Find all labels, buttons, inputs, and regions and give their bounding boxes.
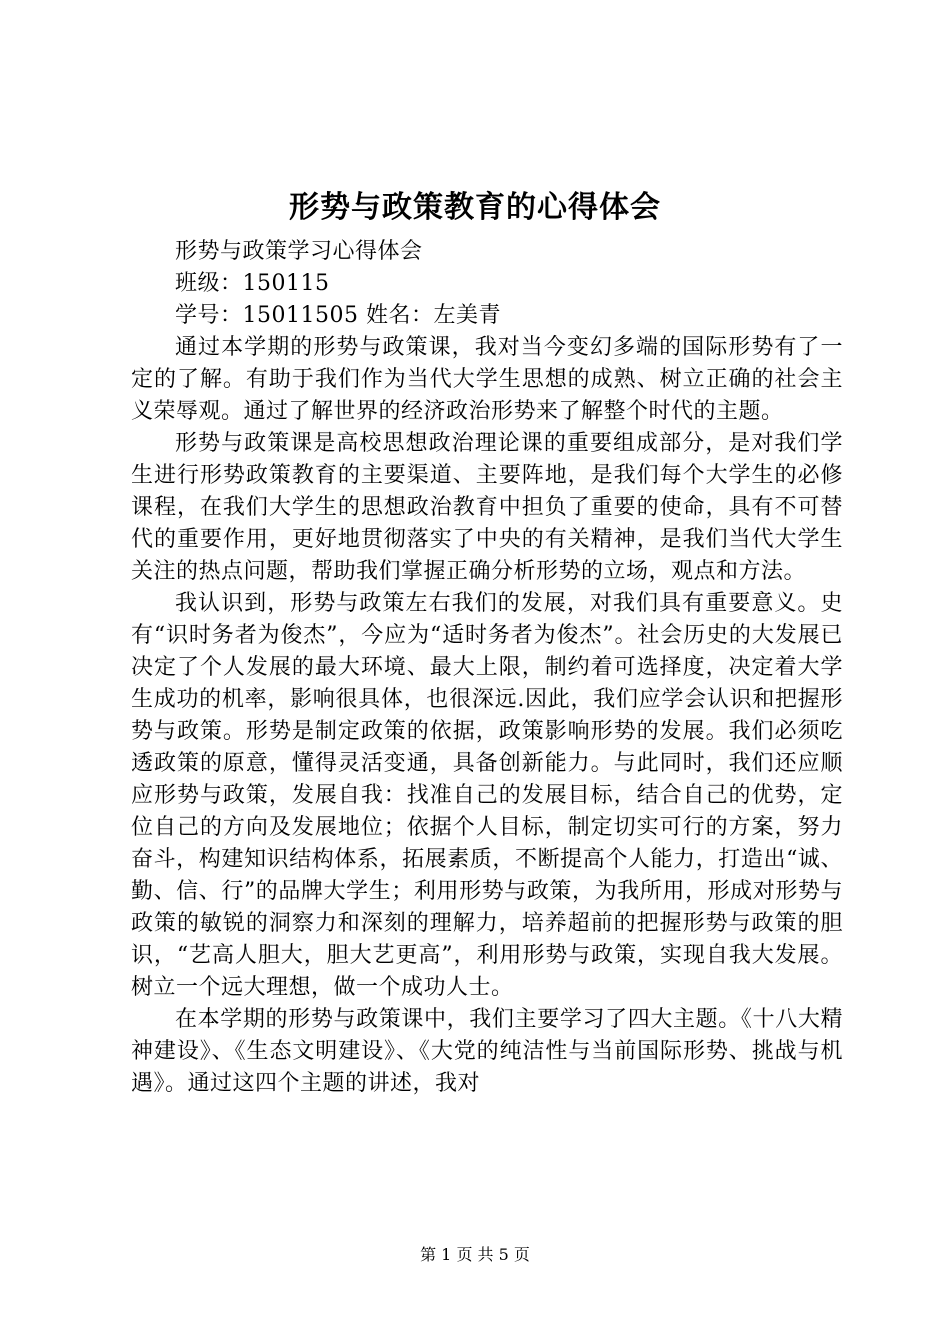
class-line: 班级：150115	[175, 271, 330, 296]
body-paragraph: 我认识到，形势与政策左右我们的发展，对我们具有重要意义。史有“识时务者为俊杰”，今应为“适时务者为俊杰”。社会历史的大发展已决定了个人发展的最大环境、最大上限，制约着可选择度，决定着大学生成功的机率，影响很具体，也很深远.因此，我们应学会认识和把握形势与政策。形势是制定政策的依据，政策影响形势的发展。我们必须吃透政策的原意，懂得灵活变通，具备创新能力。与此同时，我们还应顺应形势与政策，发展自我：找准自己的发展目标，结合自己的优势，定位自己的方向及发展地位；依据个人目标，制定切实可行的方案，努力奋斗，构建知识结构体系，拓展素质，不断提高个人能力，打造出“诚、勤、信、行”的品牌大学生；利用形势与政策，为我所用，形成对形势与政策的敏锐的洞察力和深刻的理解力，培养超前的把握形势与政策的胆识，“艺高人胆大，胆大艺更高”，利用形势与政策，实现自我大发展。树立一个远大理想，做一个成功人士。	[131, 591, 843, 1000]
document-body	[131, 236, 843, 1100]
body-paragraph: 形势与政策课是高校思想政治理论课的重要组成部分，是对我们学生进行形势政策教育的主要渠道、主要阵地，是我们每个大学生的必修课程，在我们大学生的思想政治教育中担负了重要的使命，具有不可替代的重要作用，更好地贯彻落实了中央的有关精神，是我们当代大学生关注的热点问题，帮助我们掌握正确分析形势的立场，观点和方法。	[131, 431, 843, 584]
page-footer: 第 1 页 共 5 页	[420, 1245, 530, 1264]
document-title: 形势与政策教育的心得体会	[289, 190, 661, 225]
student-line: 学号：15011505 姓名：左美青	[175, 303, 501, 328]
document-subtitle: 形势与政策学习心得体会	[175, 239, 423, 264]
body-paragraph: 在本学期的形势与政策课中，我们主要学习了四大主题。《十八大精神建设》、《生态文明建设》、《大党的纯洁性与当前国际形势、挑战与机遇》。通过这四个主题的讲述，我对	[131, 1007, 843, 1096]
body-paragraph: 通过本学期的形势与政策课，我对当今变幻多端的国际形势有了一定的了解。有助于我们作为当代大学生思想的成熟、树立正确的社会主义荣辱观。通过了解世界的经济政治形势来了解整个时代的主题。	[131, 335, 843, 424]
